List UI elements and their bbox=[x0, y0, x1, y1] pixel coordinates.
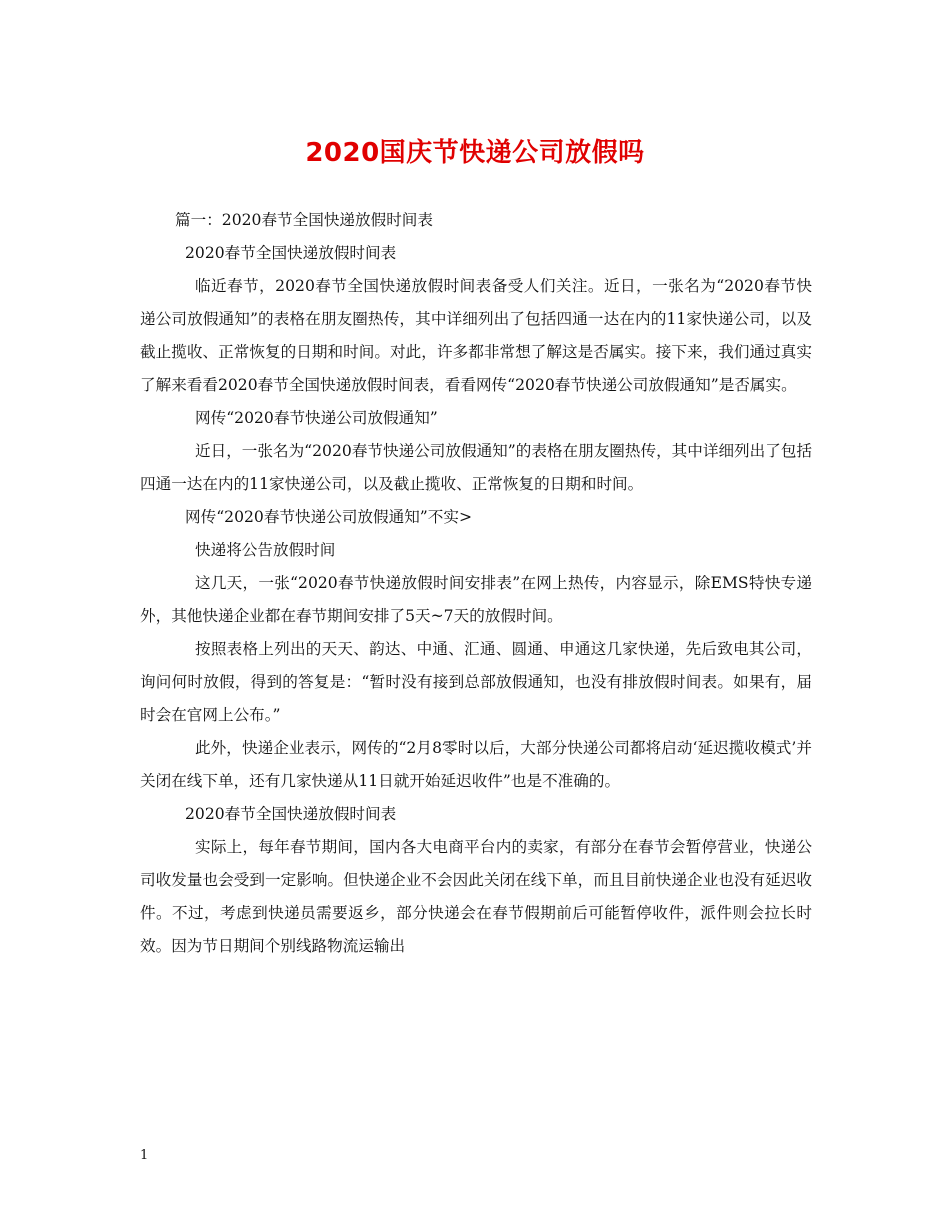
paragraph: 按照表格上列出的天天、韵达、中通、汇通、圆通、申通这几家快递，先后致电其公司，询问何时放假，得到的答复是：“暂时没有接到总部放假通知，也没有排放假时间表。如果有，届时会在官网上公布。” bbox=[140, 640, 812, 724]
paragraph: 快递将公告放假时间 bbox=[195, 541, 336, 559]
paragraph: 近日，一张名为“2020春节快递公司放假通知”的表格在朋友圈热传，其中详细列出了包括四通一达在内的11家快递公司，以及截止揽收、正常恢复的日期和时间。 bbox=[140, 442, 813, 493]
paragraph: 临近春节，2020春节全国快递放假时间表备受人们关注。近日，一张名为“2020春节快递公司放假通知”的表格在朋友圈热传，其中详细列出了包括四通一达在内的11家快递公司，以及截止揽收、正常恢复的日期和时间。对此，许多都非常想了解这是否属实。接下来，我们通过真实了解来看看2020春节全国快递放假时间表，看看网传“2020春节快递公司放假通知”是否属实。 bbox=[140, 277, 812, 394]
paragraph: 实际上，每年春节期间，国内各大电商平台内的卖家，有部分在春节会暂停营业，快递公司收发量也会受到一定影响。但快递企业不会因此关闭在线下单，而且目前快递企业也没有延迟收件。不过，考虑到快递员需要返乡，部分快递会在春节假期前后可能暂停收件，派件则会拉长时效。因为节日期间个别线路物流运输出 bbox=[140, 838, 812, 955]
page-number: 1 bbox=[140, 1148, 149, 1163]
paragraph: 2020春节全国快递放假时间表 bbox=[185, 244, 397, 262]
paragraph: 2020春节全国快递放假时间表 bbox=[185, 805, 397, 823]
paragraph: 此外，快递企业表示，网传的“2月8零时以后，大部分快递公司都将启动‘延迟揽收模式’并关闭在线下单，还有几家快递从11日就开始延迟收件”也是不准确的。 bbox=[140, 739, 812, 790]
document-title: 2020国庆节快递公司放假吗 bbox=[305, 138, 645, 168]
document-body bbox=[140, 204, 812, 963]
paragraph: 网传“2020春节快递公司放假通知”不实> bbox=[185, 508, 473, 526]
paragraph: 这几天，一张“2020春节快递放假时间安排表”在网上热传，内容显示，除EMS特快专递外，其他快递企业都在春节期间安排了5天~7天的放假时间。 bbox=[140, 574, 812, 625]
paragraph: 网传“2020春节快递公司放假通知” bbox=[195, 409, 438, 427]
paragraph: 篇一：2020春节全国快递放假时间表 bbox=[175, 211, 433, 229]
